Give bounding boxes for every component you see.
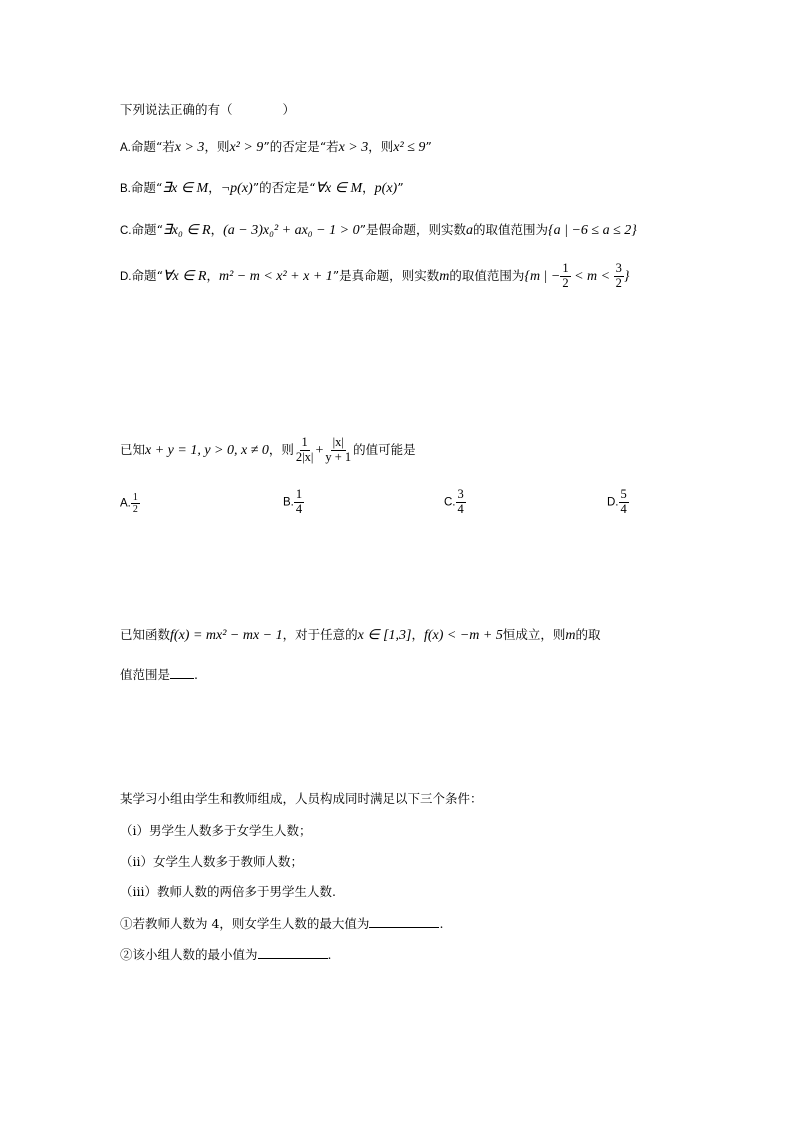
denominator: 2|x| — [295, 449, 314, 464]
q1-option-a — [120, 141, 432, 155]
math: < m < — [570, 268, 614, 284]
text: 恒成立，则 — [502, 627, 566, 642]
text: ， — [362, 180, 375, 195]
text: 命题“若 — [130, 139, 175, 154]
math: {m | − — [524, 268, 561, 284]
answer-blank[interactable] — [258, 948, 328, 959]
text: ②该小组人数的最小值为 — [120, 947, 258, 962]
option-label: C. — [120, 225, 132, 237]
math: ∃x₀ ∈ R — [162, 223, 211, 238]
option-label: B. — [283, 496, 294, 509]
math: x² > 9 — [229, 140, 264, 155]
math: {a | −6 ≤ a ≤ 2} — [548, 223, 637, 238]
math: p(x) — [374, 181, 398, 196]
math: ∃x ∈ M — [162, 181, 209, 196]
text: 的取值范围为 — [449, 267, 525, 283]
math: a — [465, 223, 473, 238]
fraction — [323, 436, 353, 465]
option-label: A. — [120, 142, 131, 154]
text: ，则 — [368, 139, 394, 154]
math: m² − m < x² + x + 1 — [218, 268, 333, 284]
math: (a − 3)x₀² + ax₀ − 1 > 0 — [223, 223, 360, 238]
q4-subquestion-2 — [120, 948, 332, 962]
q2-option-a — [120, 492, 140, 515]
numerator: |x| — [332, 435, 344, 449]
q4-subquestion-1 — [120, 917, 443, 931]
math: x > 3 — [174, 140, 205, 155]
numerator: 1 — [132, 492, 138, 503]
math: ∀x ∈ M — [315, 181, 363, 196]
text: ”的否定是“若 — [263, 139, 339, 154]
q1-option-d — [120, 262, 629, 291]
fraction — [131, 492, 140, 515]
text: 已知 — [120, 441, 146, 457]
option-label: D. — [120, 270, 132, 283]
text: ， — [206, 267, 219, 283]
denominator: y + 1 — [325, 449, 352, 464]
math: m — [565, 628, 576, 643]
text: 的取值范围为 — [472, 222, 548, 237]
text: ①若教师人数为 4，则女学生人数的最大值为 — [120, 916, 370, 931]
text: ”的否定是“ — [252, 180, 316, 195]
option-label: B. — [120, 183, 131, 195]
text: ”是真命题，则实数 — [332, 267, 440, 283]
math: f(x) < −m + 5 — [423, 628, 503, 643]
math: x + y = 1, y > 0, x ≠ 0 — [145, 442, 269, 458]
q1-option-b — [120, 182, 404, 196]
q2-option-c — [444, 488, 466, 517]
q2-stem — [120, 436, 416, 465]
text: 的值可能是 — [353, 441, 416, 457]
text: 值范围是 — [120, 667, 171, 682]
math: f(x) = mx² − mx − 1 — [170, 628, 283, 643]
math: x > 3 — [338, 140, 369, 155]
text: ， — [208, 180, 221, 195]
q3-line1 — [120, 629, 601, 643]
q1-stem: 下列说法正确的有（ ） — [120, 102, 296, 117]
answer-blank[interactable] — [170, 668, 194, 679]
text: ，则 — [204, 139, 230, 154]
math: x ∈ [1,3] — [357, 628, 412, 643]
q4-condition-3: （ⅲ）教师人数的两倍多于男学生人数. — [120, 884, 336, 899]
q4-stem: 某学习小组由学生和教师组成，人员构成同时满足以下三个条件： — [120, 791, 483, 806]
text: ， — [210, 222, 224, 237]
text: ” — [397, 180, 404, 195]
text: ，则 — [268, 441, 294, 457]
math: } — [623, 268, 630, 284]
q4-condition-1: （ⅰ）男学生人数多于女学生人数； — [120, 823, 312, 838]
text: 命题“ — [131, 222, 163, 237]
text: ” — [425, 139, 432, 154]
text: . — [439, 916, 444, 931]
math: ¬p(x) — [220, 181, 253, 196]
numerator: 1 — [562, 261, 569, 275]
math: ∀x ∈ R — [162, 268, 207, 284]
math: m — [439, 268, 450, 284]
math: + — [315, 442, 324, 458]
fraction — [294, 488, 304, 517]
math: x² ≤ 9 — [393, 140, 426, 155]
text: ， — [411, 627, 424, 642]
q4-condition-2: （ⅱ）女学生人数多于教师人数； — [120, 854, 303, 869]
denominator: 4 — [457, 501, 464, 516]
numerator: 3 — [615, 261, 622, 275]
numerator: 1 — [295, 487, 303, 501]
text: . — [194, 667, 198, 682]
fraction — [456, 488, 466, 517]
text: 的取 — [575, 627, 601, 642]
option-label: A. — [120, 497, 131, 510]
text: . — [327, 947, 332, 962]
answer-blank[interactable] — [369, 917, 439, 928]
denominator: 4 — [295, 501, 303, 516]
text: ”是假命题，则实数 — [359, 222, 466, 237]
fraction — [560, 262, 570, 291]
q1-option-c — [120, 224, 637, 238]
q3-line2 — [120, 668, 198, 682]
fraction — [619, 488, 629, 517]
text: 命题“ — [130, 180, 163, 195]
numerator: 5 — [620, 487, 627, 501]
text: ，对于任意的 — [282, 627, 358, 642]
denominator: 2 — [562, 275, 569, 290]
text: 命题“ — [131, 267, 163, 283]
denominator: 2 — [615, 275, 622, 290]
numerator: 3 — [457, 487, 464, 501]
fraction — [614, 262, 624, 291]
q2-option-b — [283, 488, 304, 517]
q2-option-d — [607, 488, 629, 517]
fraction — [294, 436, 316, 465]
denominator: 2 — [132, 504, 138, 515]
numerator: 1 — [301, 435, 308, 449]
option-label: C. — [444, 496, 456, 509]
text: 已知函数 — [120, 627, 171, 642]
option-label: D. — [607, 496, 619, 509]
denominator: 4 — [620, 501, 627, 516]
